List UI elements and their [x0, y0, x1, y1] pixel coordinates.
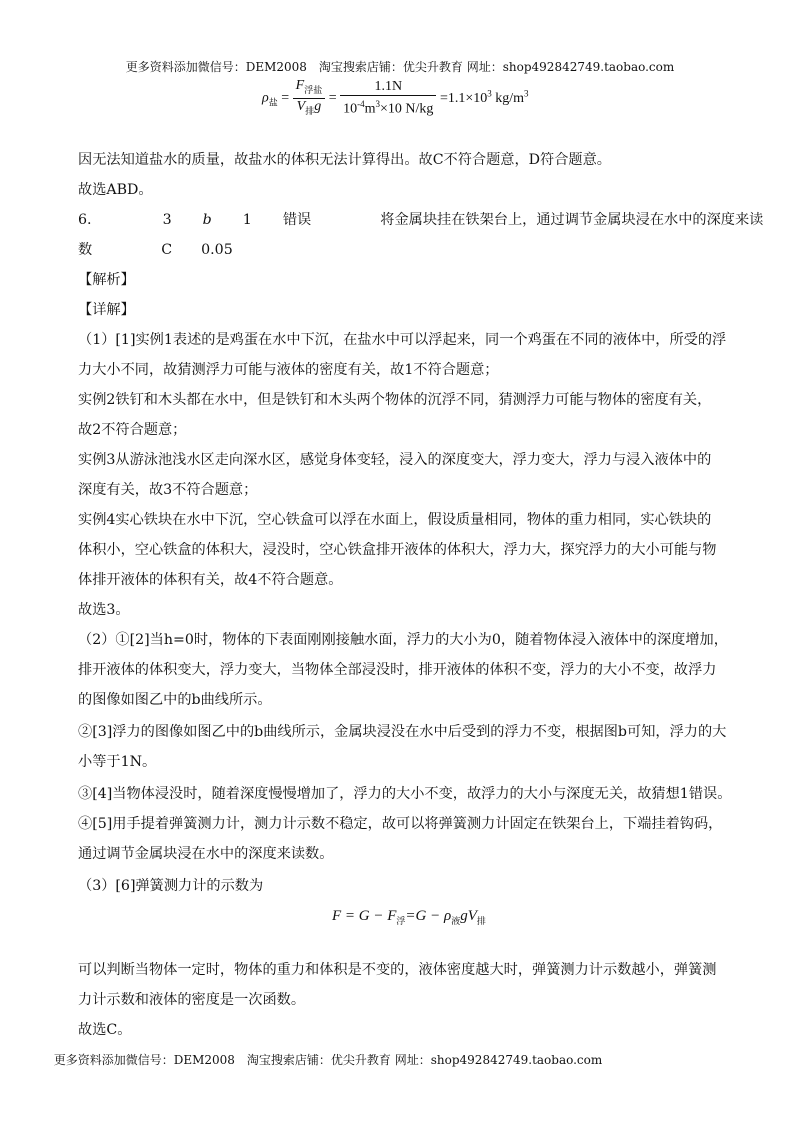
text-line: ②[3]浮力的图像如图乙中的b曲线所示，金属块浸没在水中后受到的浮力不变，根据图b可知，浮力的大 — [78, 724, 727, 740]
section-label-detail: 【详解】 — [78, 302, 135, 318]
answer-5-cont: 数 — [78, 242, 93, 258]
text-line: 通过调节金属块浸在水中的深度来读数。 — [78, 846, 334, 862]
text-line: 体排开液体的体积有关，故4不符合题意。 — [78, 572, 343, 588]
text-line: 小等于1N。 — [78, 754, 157, 770]
text-line: 故选ABD。 — [78, 182, 153, 198]
text-line: 的图像如图乙中的b曲线所示。 — [78, 692, 272, 708]
text-line: 排开液体的体积变大，浮力变大，当物体全部浸没时，排开液体的体积不变，浮力的大小不变，故浮力 — [78, 662, 717, 678]
text-line: 实例3从游泳池浅水区走向深水区，感觉身体变轻，浸入的深度变大，浮力变大，浮力与浸入液体中的 — [78, 452, 712, 468]
text-line: 故2不符合题意； — [78, 422, 187, 438]
text-line: 因无法知道盐水的质量，故盐水的体积无法计算得出。故C不符合题意，D符合题意。 — [78, 152, 611, 168]
answer-5: 将金属块挂在铁架台上，通过调节金属块浸在水中的深度来读 — [380, 212, 764, 228]
answer-row-cont — [78, 240, 728, 260]
text-line: 实例4实心铁块在水中下沉，空心铁盒可以浮在水面上，假设质量相同，物体的重力相同，实心铁块的 — [78, 512, 712, 528]
section-label-analysis: 【解析】 — [78, 272, 135, 288]
answer-7: 0.05 — [201, 242, 233, 258]
page-footer: 更多资料添加微信号：DEM2008 淘宝搜索店铺：优尖升教育 网址：shop492842749.taobao.com — [53, 1053, 603, 1067]
answer-3: 1 — [242, 212, 252, 228]
formula-fraction-symbolic: $\frac{F_{浮盐}}{V_排g}$ — [293, 78, 326, 119]
text-line: （1）[1]实例1表述的是鸡蛋在水中下沉，在盐水中可以浮起来，同一个鸡蛋在不同的液体中，所受的浮 — [78, 332, 727, 348]
text-line: ③[4]当物体浸没时，随着深度慢慢增加了，浮力的大小不变，故浮力的大小与深度无关，故猜想1错误。 — [78, 786, 732, 802]
text-line: ④[5]用手提着弹簧测力计，测力计示数不稳定，故可以将弹簧测力计固定在铁架台上，下端挂着钩码， — [78, 816, 723, 832]
text-line: 实例2铁钉和木头都在水中，但是铁钉和木头两个物体的沉浮不同，猜测浮力可能与物体的密度有关， — [78, 392, 712, 408]
answer-4: 错误 — [282, 212, 312, 228]
text-line: （2）①[2]当h=0时，物体的下表面刚刚接触水面，浮力的大小为0，随着物体浸入液体中的深度增加， — [78, 632, 728, 648]
text-line: 故选C。 — [78, 1022, 132, 1038]
answer-row — [78, 210, 764, 230]
formula-fraction-numeric: $\frac{1.1N}{10^{-4}m^3\times 10 N/kg}$ — [340, 79, 436, 118]
text-line: 力大小不同，故猜测浮力可能与液体的密度有关，故1不符合题意； — [78, 362, 499, 378]
answer-6: C — [161, 242, 173, 258]
answer-1: 3 — [162, 212, 172, 228]
question-number: 6. — [78, 212, 92, 228]
spring-scale-formula: $F = G - F_浮=G - \rho_液gV_排$ — [332, 908, 486, 926]
answer-2: b — [202, 212, 212, 228]
text-line: 深度有关，故3不符合题意； — [78, 482, 258, 498]
text-line: 体积小，空心铁盒的体积大，浸没时，空心铁盒排开液体的体积大，浮力大，探究浮力的大小可能与物 — [78, 542, 717, 558]
page-header: 更多资料添加微信号：DEM2008 淘宝搜索店铺：优尖升教育 网址：shop492842749.taobao.com — [125, 60, 675, 74]
text-line: 故选3。 — [78, 602, 130, 618]
text-line: 可以判断当物体一定时，物体的重力和体积是不变的，液体密度越大时，弹簧测力计示数越小，弹簧测 — [78, 962, 717, 978]
density-formula: $\rho_盐$ = $\frac{F_{浮盐}}{V_排g}$ = $\frac{1.1N}{10^{-4}m^3\times 10 N/kg}$ $=1.1\times 10^3$ $kg/m^3$ — [262, 78, 529, 117]
text-line: 力计示数和液体的密度是一次函数。 — [78, 992, 306, 1008]
text-line: （3）[6]弹簧测力计的示数为 — [78, 878, 264, 894]
